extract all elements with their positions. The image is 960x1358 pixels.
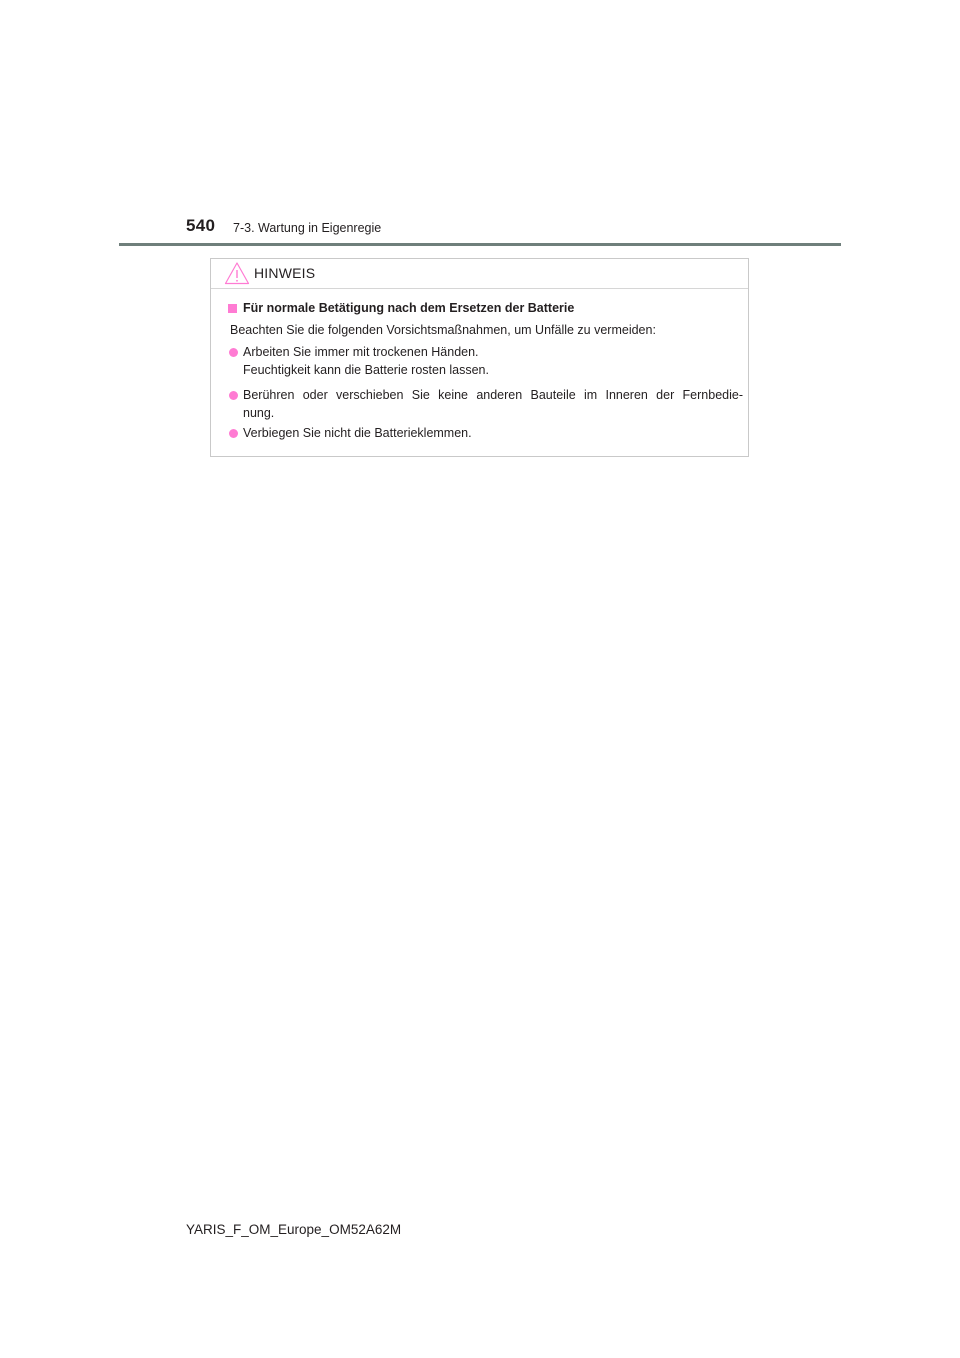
- list-item-line: nung.: [243, 405, 275, 420]
- page-number: 540: [186, 216, 216, 235]
- round-bullet-icon: [229, 429, 238, 438]
- list-item: [243, 425, 743, 443]
- notice-box: [210, 258, 749, 457]
- notice-heading: Für normale Betätigung nach dem Ersetzen der Batterie: [243, 301, 575, 315]
- list-item-line: Berühren oder verschieben Sie keine anderen Bauteile im Inneren der Fernbedie-: [243, 388, 743, 402]
- notice-intro: Beachten Sie die folgenden Vorsichtsmaßnahmen, um Unfälle zu vermeiden:: [230, 323, 656, 337]
- square-bullet-icon: [228, 304, 237, 313]
- notice-header: [211, 259, 748, 289]
- document-code: YARIS_F_OM_Europe_OM52A62M: [186, 1222, 402, 1237]
- list-item-line: Feuchtigkeit kann die Batterie rosten lassen.: [243, 362, 489, 377]
- notice-label: HINWEIS: [254, 265, 316, 281]
- warning-triangle-icon: [224, 261, 250, 285]
- list-item-line: Arbeiten Sie immer mit trockenen Händen.: [243, 345, 479, 359]
- list-item: [243, 387, 743, 422]
- list-item-line: Verbiegen Sie nicht die Batterieklemmen.: [243, 426, 472, 440]
- list-item: [243, 344, 743, 379]
- round-bullet-icon: [229, 348, 238, 357]
- header-divider: [119, 243, 841, 246]
- round-bullet-icon: [229, 391, 238, 400]
- section-title: 7-3. Wartung in Eigenregie: [233, 221, 382, 235]
